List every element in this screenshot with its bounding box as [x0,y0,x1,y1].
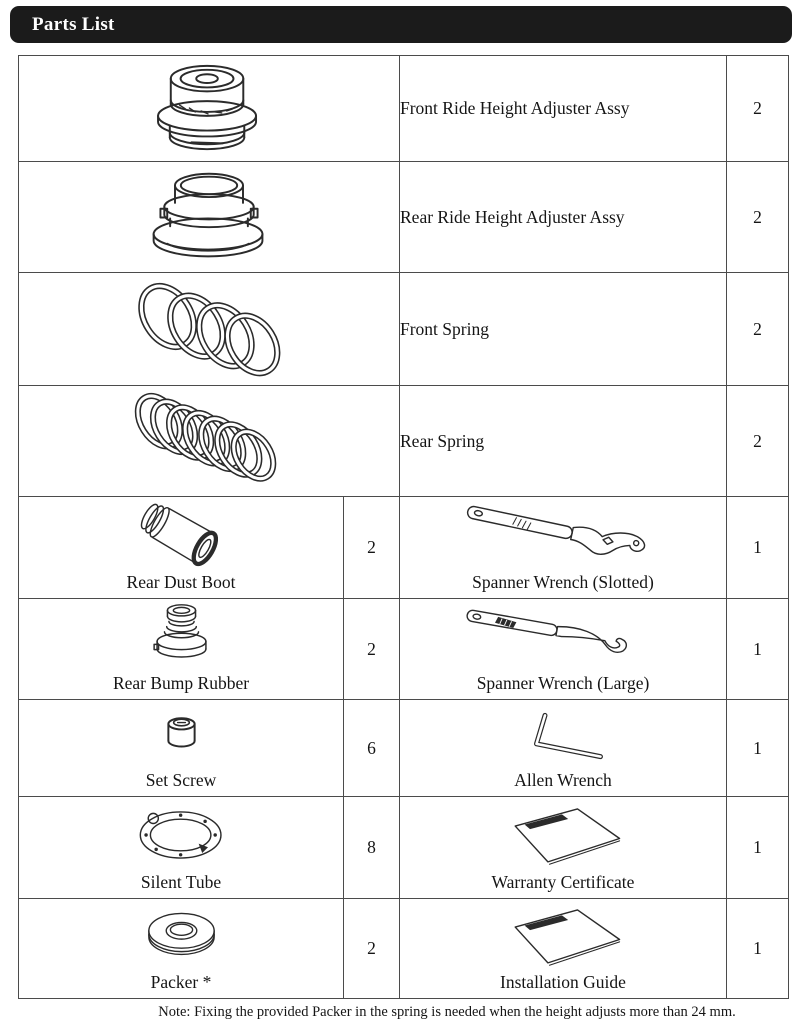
front-ride-height-adjuster-icon [124,60,294,158]
part-qty: 2 [344,899,400,999]
parts-list-page [0,6,800,1021]
part-cell [19,797,344,899]
table-row [19,797,789,899]
part-cell [400,797,727,899]
table-row [19,599,789,700]
part-cell [400,599,727,700]
part-qty: 2 [727,56,789,162]
rear-bump-rubber-icon [119,600,244,674]
silent-tube-icon [101,799,261,871]
part-name: Front Ride Height Adjuster Assy [400,56,727,162]
part-name: Rear Spring [400,386,727,497]
rear-ride-height-adjuster-icon [124,166,294,268]
installation-guide-icon [481,899,646,973]
packer-icon [114,903,249,969]
part-cell [19,497,344,599]
table-row [19,700,789,797]
part-qty: 1 [727,599,789,700]
parts-list-title-bar [10,6,792,43]
part-name: Front Spring [400,273,727,386]
part-qty: 1 [727,797,789,899]
table-row [19,56,789,162]
part-cell [19,599,344,700]
part-label: Rear Bump Rubber [112,672,250,693]
part-label: Warranty Certificate [491,871,635,892]
part-name: Rear Ride Height Adjuster Assy [400,162,727,273]
part-cell [19,700,344,797]
part-label: Silent Tube [140,871,222,892]
part-cell [400,899,727,999]
part-image-cell [19,273,400,386]
table-row [19,162,789,273]
part-image-cell [19,386,400,497]
rear-dust-boot-icon [106,497,256,573]
part-image-cell [19,162,400,273]
part-qty: 8 [344,797,400,899]
spanner-wrench-slotted-icon [446,499,681,571]
set-screw-icon [129,706,234,766]
part-label: Allen Wrench [514,769,612,790]
allen-wrench-icon [471,704,656,768]
part-qty: 1 [727,899,789,999]
part-qty: 6 [344,700,400,797]
part-label: Spanner Wrench (Slotted) [472,571,654,592]
part-qty: 1 [727,497,789,599]
rear-spring-icon [114,389,304,493]
part-label: Set Screw [145,769,217,790]
table-row [19,386,789,497]
page-title: Parts List [32,13,115,35]
warranty-certificate-icon [481,798,646,872]
part-qty: 1 [727,700,789,797]
part-image-cell [19,56,400,162]
table-row [19,273,789,386]
table-row [19,497,789,599]
part-cell [19,899,344,999]
spanner-wrench-large-icon [451,602,676,672]
part-qty: 2 [344,497,400,599]
part-label: Rear Dust Boot [126,571,236,592]
part-qty: 2 [727,386,789,497]
table-row [19,899,789,999]
part-label: Installation Guide [500,971,626,992]
part-qty: 2 [344,599,400,700]
footnote: Note: Fixing the provided Packer in the spring is needed when the height adjusts more than 24 mm. [158,1004,736,1020]
part-qty: 2 [727,273,789,386]
front-spring-icon [114,276,304,382]
part-cell [400,700,727,797]
part-label: Packer * [150,971,212,992]
part-qty: 2 [727,162,789,273]
part-cell [400,497,727,599]
parts-table [18,55,789,999]
part-label: Spanner Wrench (Large) [476,672,650,693]
